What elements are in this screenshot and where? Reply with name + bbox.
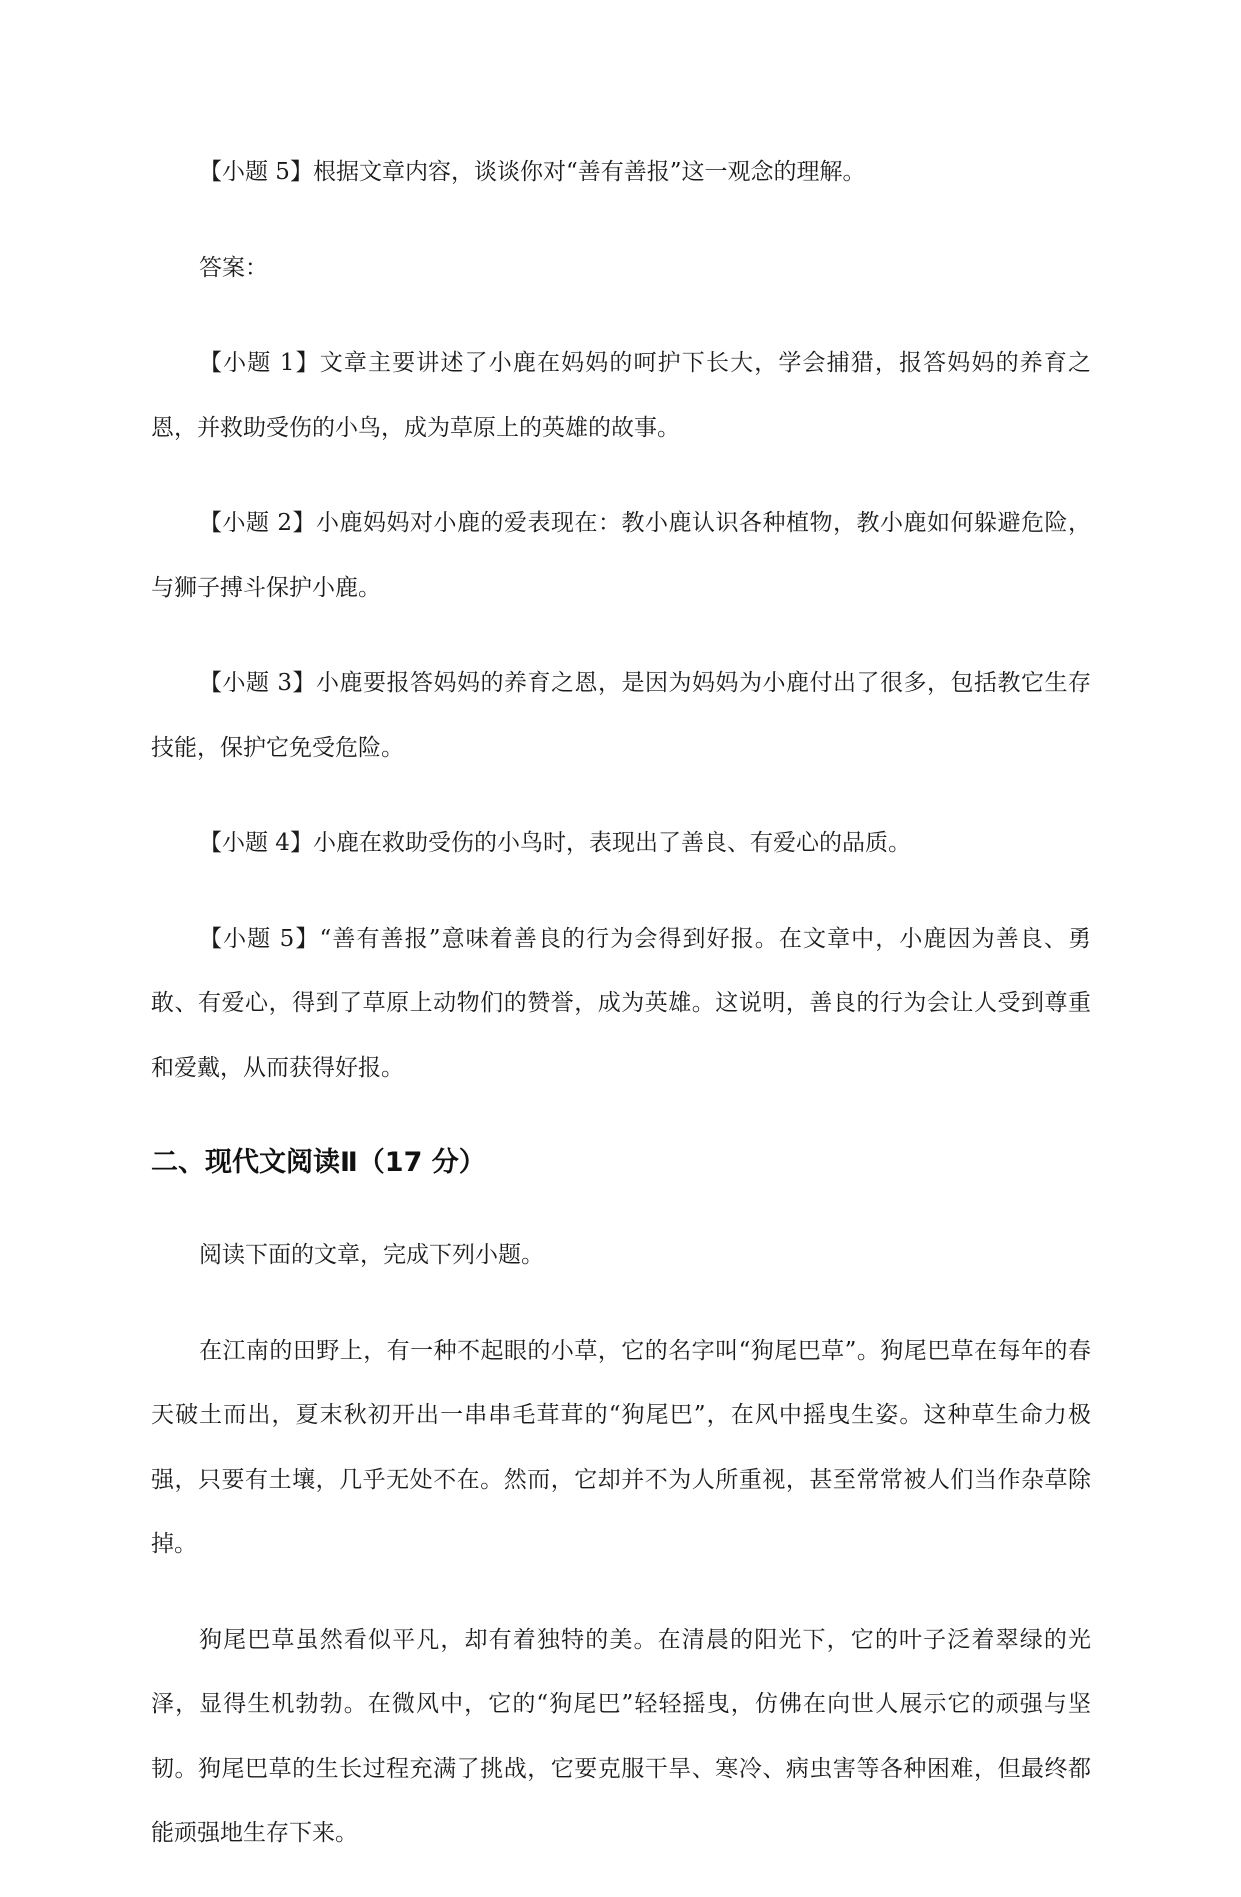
- answer-4: 【小题 4】小鹿在救助受伤的小鸟时，表现出了善良、有爱心的品质。: [199, 830, 911, 856]
- question-5-prompt: 【小题 5】根据文章内容，谈谈你对“善有善报”这一观念的理解。: [199, 159, 866, 185]
- answer-2: 【小题 2】小鹿妈妈对小鹿的爱表现在：教小鹿认识各种植物，教小鹿如何躲避危险，与狮子搏斗保护小鹿。: [151, 510, 1091, 601]
- passage-paragraph-1: 在江南的田野上，有一种不起眼的小草，它的名字叫“狗尾巴草”。狗尾巴草在每年的春天破土而出，夏末秋初开出一串串毛茸茸的“狗尾巴”，在风中摇曳生姿。这种草生命力极强，只要有土壤，几乎无处不在。然而，它却并不为人所重视，甚至常常被人们当作杂草除掉。: [151, 1337, 1091, 1557]
- answer-3: 【小题 3】小鹿要报答妈妈的养育之恩，是因为妈妈为小鹿付出了很多，包括教它生存技能，保护它免受危险。: [151, 670, 1091, 761]
- section-heading: 二、现代文阅读Ⅱ（17 分）: [151, 1147, 486, 1178]
- document-body: [151, 140, 1091, 1897]
- passage-paragraph-2: 狗尾巴草虽然看似平凡，却有着独特的美。在清晨的阳光下，它的叶子泛着翠绿的光泽，显得生机勃勃。在微风中，它的“狗尾巴”轻轻摇曳，仿佛在向世人展示它的顽强与坚韧。狗尾巴草的生长过程充满了挑战，它要克服干旱、寒冷、病虫害等各种困难，但最终都能顽强地生存下来。: [151, 1626, 1091, 1846]
- answer-1: 【小题 1】文章主要讲述了小鹿在妈妈的呵护下长大，学会捕猎，报答妈妈的养育之恩，并救助受伤的小鸟，成为草原上的英雄的故事。: [151, 350, 1091, 441]
- answer-5: 【小题 5】“善有善报”意味着善良的行为会得到好报。在文章中，小鹿因为善良、勇敢、有爱心，得到了草原上动物们的赞誉，成为英雄。这说明，善良的行为会让人受到尊重和爱戴，从而获得好报。: [151, 925, 1091, 1081]
- answer-label: 答案：: [199, 254, 268, 281]
- section-instruction: 阅读下面的文章，完成下列小题。: [199, 1242, 544, 1268]
